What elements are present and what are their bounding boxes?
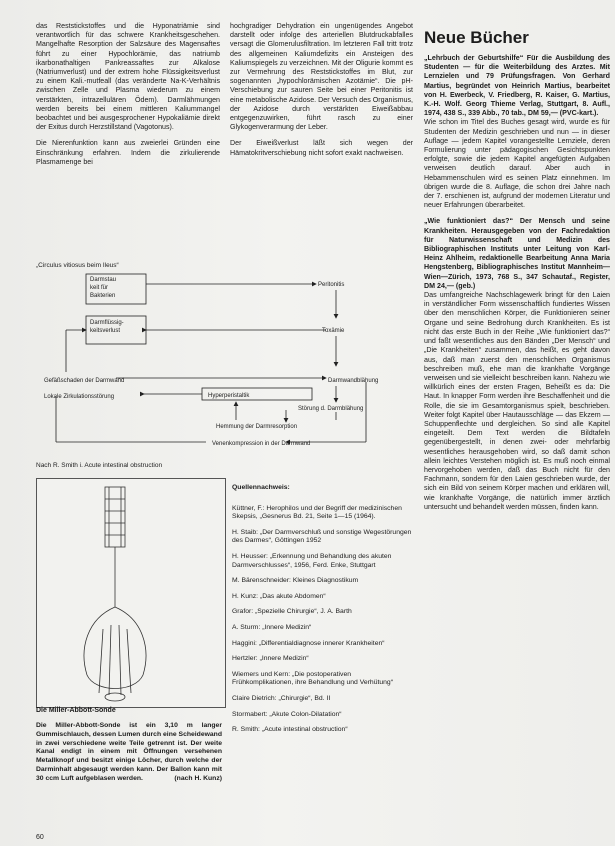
photo-caption: Die Miller-Abbott-Sonde: [36, 707, 116, 714]
figure-credit: Nach R. Smith i. Acute intestinal obstruction: [36, 462, 163, 469]
node-label: Gefäßschaden der Darmwand: [44, 378, 125, 384]
node-label-darm: keit für: [90, 285, 109, 291]
node-label-fluid: keitsverlust: [90, 328, 121, 334]
miller-abbott-probe-illustration: [36, 478, 226, 708]
node-label-fluid: Darmflüssig-: [90, 320, 124, 326]
reference-item: Wiemers und Kern: „Die postoperativen Frühkomplikationen, ihre Behandlung und Verhütung“: [232, 670, 393, 687]
node-label: Darmwandblähung: [328, 378, 379, 384]
photo-description-text: Die Miller-Abbott-Sonde ist ein 3,10 m langer Gummischlauch, dessen Lumen durch eine Scheidewand in zwei verschiedene weite Teile getrennt ist. Der weite Kanal endigt in einem mit Öffnungen versehenen Metallknopf und besitzt einige Löcher, durch welche der Darminhalt abgesaugt werden kann. Der Ballon kann mit 30 ccm Luft aufgeblasen werden.: [36, 722, 222, 782]
probe-icon: [37, 479, 225, 707]
reference-item: H. Heusser: „Erkennung und Behandlung des akuten Darmverschlusses“, 1956, Ferd. Enke, Stuttgart: [232, 552, 392, 569]
reference-item: Stormabert: „Akute Colon-Dilatation“: [232, 710, 342, 718]
article-column-1: [36, 22, 220, 167]
node-label: Lokale Zirkulationsstörung: [44, 394, 115, 400]
book-review-text: Wie schon im Titel des Buches gesagt wird, wurde es für Studenten der Medizin geschrieben und nun — in dieser Auflage — jedem Kapitel vorangestellte Lernziele, deren Formulierung unter pädagogischen Gesichtspunkten erfolgte, sowie die jedem Kapitel angefügten Aufgaben verweisen deutlich darauf. Aber auch in Hebammenschulen wird es seinen Platz einnehmen. Im übrigen wurde die 8. Auflage, die schon drei Jahre nach der 7. erschienen ist, aufgrund der modernen Literatur und neuer Erfahrungen überarbeitet.: [424, 118, 610, 210]
references-list: [232, 484, 412, 742]
book-title: „Wie funktioniert das?“ Der Mensch und seine Krankheiten. Herausgegeben von der Fachredaktion für Naturwissenschaft und Medizin des Bibliographischen Instituts unter Leitung von Karl-Heinz Ahlheim, redaktionelle Bearbeitung Anna Maria Hengstenberg, Bibliographisches Institut Mannheim—Wien—Zürich, 1973, 768 S., 347 Schautaf., Register, DM 24,— (geb.): [424, 217, 610, 290]
photo-credit: (nach H. Kunz): [174, 774, 222, 782]
flow-diagram: [36, 270, 414, 454]
paragraph: Die Nierenfunktion kann aus zweierlei Gründen eine Einschränkung erfahren. Indem die zirkulierende Plasmamenge bei: [36, 139, 220, 166]
paragraph: Der Eiweißverlust läßt sich wegen der Hämatokritverschiebung nicht sofort exakt nachweisen.: [230, 139, 413, 157]
reference-item: R. Smith: „Acute intestinal obstruction“: [232, 726, 348, 734]
node-label: Toxämie: [322, 328, 345, 334]
page-number: 60: [36, 834, 44, 841]
node-label: Peritonitis: [318, 282, 345, 288]
paragraph: das Reststickstoffes und die Hyponatriämie sind verantwortlich für das schwere Krankheitsgeschehen. Mangelhafte Resorption der Salzsäure des Magensaftes führt zu einer Hypochlorämie, das natriumb ikarbonathaltigen Pankreassaftes zur Alkalose (Natriumverlust) und der extrem hohe Flüssigkeitsverlust zu einem Kali.-mutfeall (das veränderte Na-K-Verhältnis zwischen Zelle und Plasma wiederum zu einem verstärkten, intrazellulären Ödem). Darmlähmungen werden bereits bei einem mittleren Kaliummangel beobachtet und bei ausgesprochener Hypokaliämie direkt der Exitus durch Herzstillstand (Vagotonus).: [36, 22, 220, 132]
reference-item: Grafor: „Spezielle Chirurgie“, J. A. Barth: [232, 608, 352, 616]
reference-item: H. Staib: „Der Darmverschluß und sonstige Wegestörungen des Darmes“, Göttingen 1952: [232, 528, 412, 545]
node-label-darm: Bakterien: [90, 293, 116, 299]
figure-caption: „Circulus vitiosus beim Ileus“: [36, 262, 119, 269]
paragraph: hochgradiger Dehydration ein ungenügendes Angebot darstellt oder infolge des arteriellen Blutdruckabfalles versagt die Glomerulusfiltration. Im letzteren Fall tritt trotz des allgemeinen Kaliumdefizits ein Ansteigen des Kaliumspiegels zu verzeichnen. Mit der Oligurie kommt es zur Vermehrung des Reststickstoffes im Blut, zur sogenannten „hypochlorämischen Azotämie“. Die pH-Verschiebung zur sauren Seite bei einer Peritonitis ist eine metabolische Azidose. Der Versuch des Organismus, der Azidose durch verstärkten Eiweißabbau entgegenzuwirken, führt rasch zu einer Glykogenverarmung der Leber.: [230, 22, 413, 132]
node-label: Hyperperistaltik: [208, 393, 250, 399]
node-label: Störung d. Darmblähung: [298, 406, 364, 412]
reference-item: A. Sturm: „Innere Medizin“: [232, 623, 312, 631]
reference-item: Haggini: „Differentialdiagnose innerer Krankheiten“: [232, 639, 385, 647]
reference-item: Hertzler: „Innere Medizin“: [232, 655, 309, 663]
book-review-text: Das umfangreiche Nachschlagewerk bringt für den Laien in verständlicher Form wissenschaftlich fundiertes Wissen über den menschlichen Körper, die Funktionieren seiner Organe und seine Bedrohung durch Krankheiten. Es ist nicht das erste Buch in der Reihe „Wie funktioniert das?“ und faßt wesentliches aus den Bänden „Der Mensch“ und „Die Krankheiten“ zusammen, das heißt, es geht davon aus, daß man zuerst den menschlichen Organismus beschreiben muß, ehe man die krankhafte Vorgänge verweisen und sie vielleicht beschreiben kann. Nahezu wie willkürlich eines der ersten Fragen, Beheißt es da: Die Haut. In knapper Form werden ihre Beschaffenheit und die Rolle, die sie im Gesamtorganismus spielt, beschrieben. Weiter folgt Kapitel über Hautausschläge — das Ekzem — Schuppenflechte und dergleichen. So sind alle Kapitel eingeteilt. Dem Text werden die Bildtafeln gegenübergestellt, in denen zwei- oder mehrfarbig wesentliches herausgehoben wird, so daß damit schon allein leichtes Verstehen möglich ist. Es muß noch einmal hervorgehoben werden, daß das Buch nicht für den Fachmann, sondern für den Laien geschrieben wurde, der sich ein Bild von seinem Körper machen und erklären will, wie krankhafte Vorgänge, die natürlich immer ärztlich untersucht und behandelt werden müssen, finden kann.: [424, 291, 610, 511]
reference-item: M. Bärenschneider: Kleines Diagnostikum: [232, 577, 359, 585]
section-heading: Neue Bücher: [424, 28, 529, 47]
reference-item: H. Kunz: „Das akute Abdomen“: [232, 592, 326, 600]
reference-item: Claire Dietrich: „Chirurgie“, Bd. II: [232, 694, 331, 702]
book-review-column: [424, 22, 610, 512]
node-label: Venenkompression in der Darmwand: [212, 441, 311, 447]
references-title: Quellennachweis:: [232, 484, 290, 491]
node-label: Hemmung der Darmresorption: [216, 424, 298, 430]
reference-item: Küttner, F.: Herophilos und der Begriff der medizinischen Skepsis, „Gesnerus Bd. 21, Seite 1—15 (1964).: [232, 504, 402, 521]
photo-description: [36, 722, 222, 784]
book-title: „Lehrbuch der Geburtshilfe“ Für die Ausbildung des Studenten — für die Weiterbildung des Arztes. Mit Lernzielen und 79 Prüfungsfragen. Von Gerhard Martius, begründet von Heinrich Martius, bearbeitet von H. Ewerbeck, V. Friedberg, R. Kaiser, G. Martius, K.-H. Wolf. Georg Thieme Verlag, Stuttgart, 8. Aufl., 1974, 438 S., 339 Abb., 70 tab., DM 59,— (PVC-kart.).: [424, 54, 610, 118]
article-column-2: [230, 22, 413, 158]
node-label-darm: Darmstau: [90, 277, 117, 283]
